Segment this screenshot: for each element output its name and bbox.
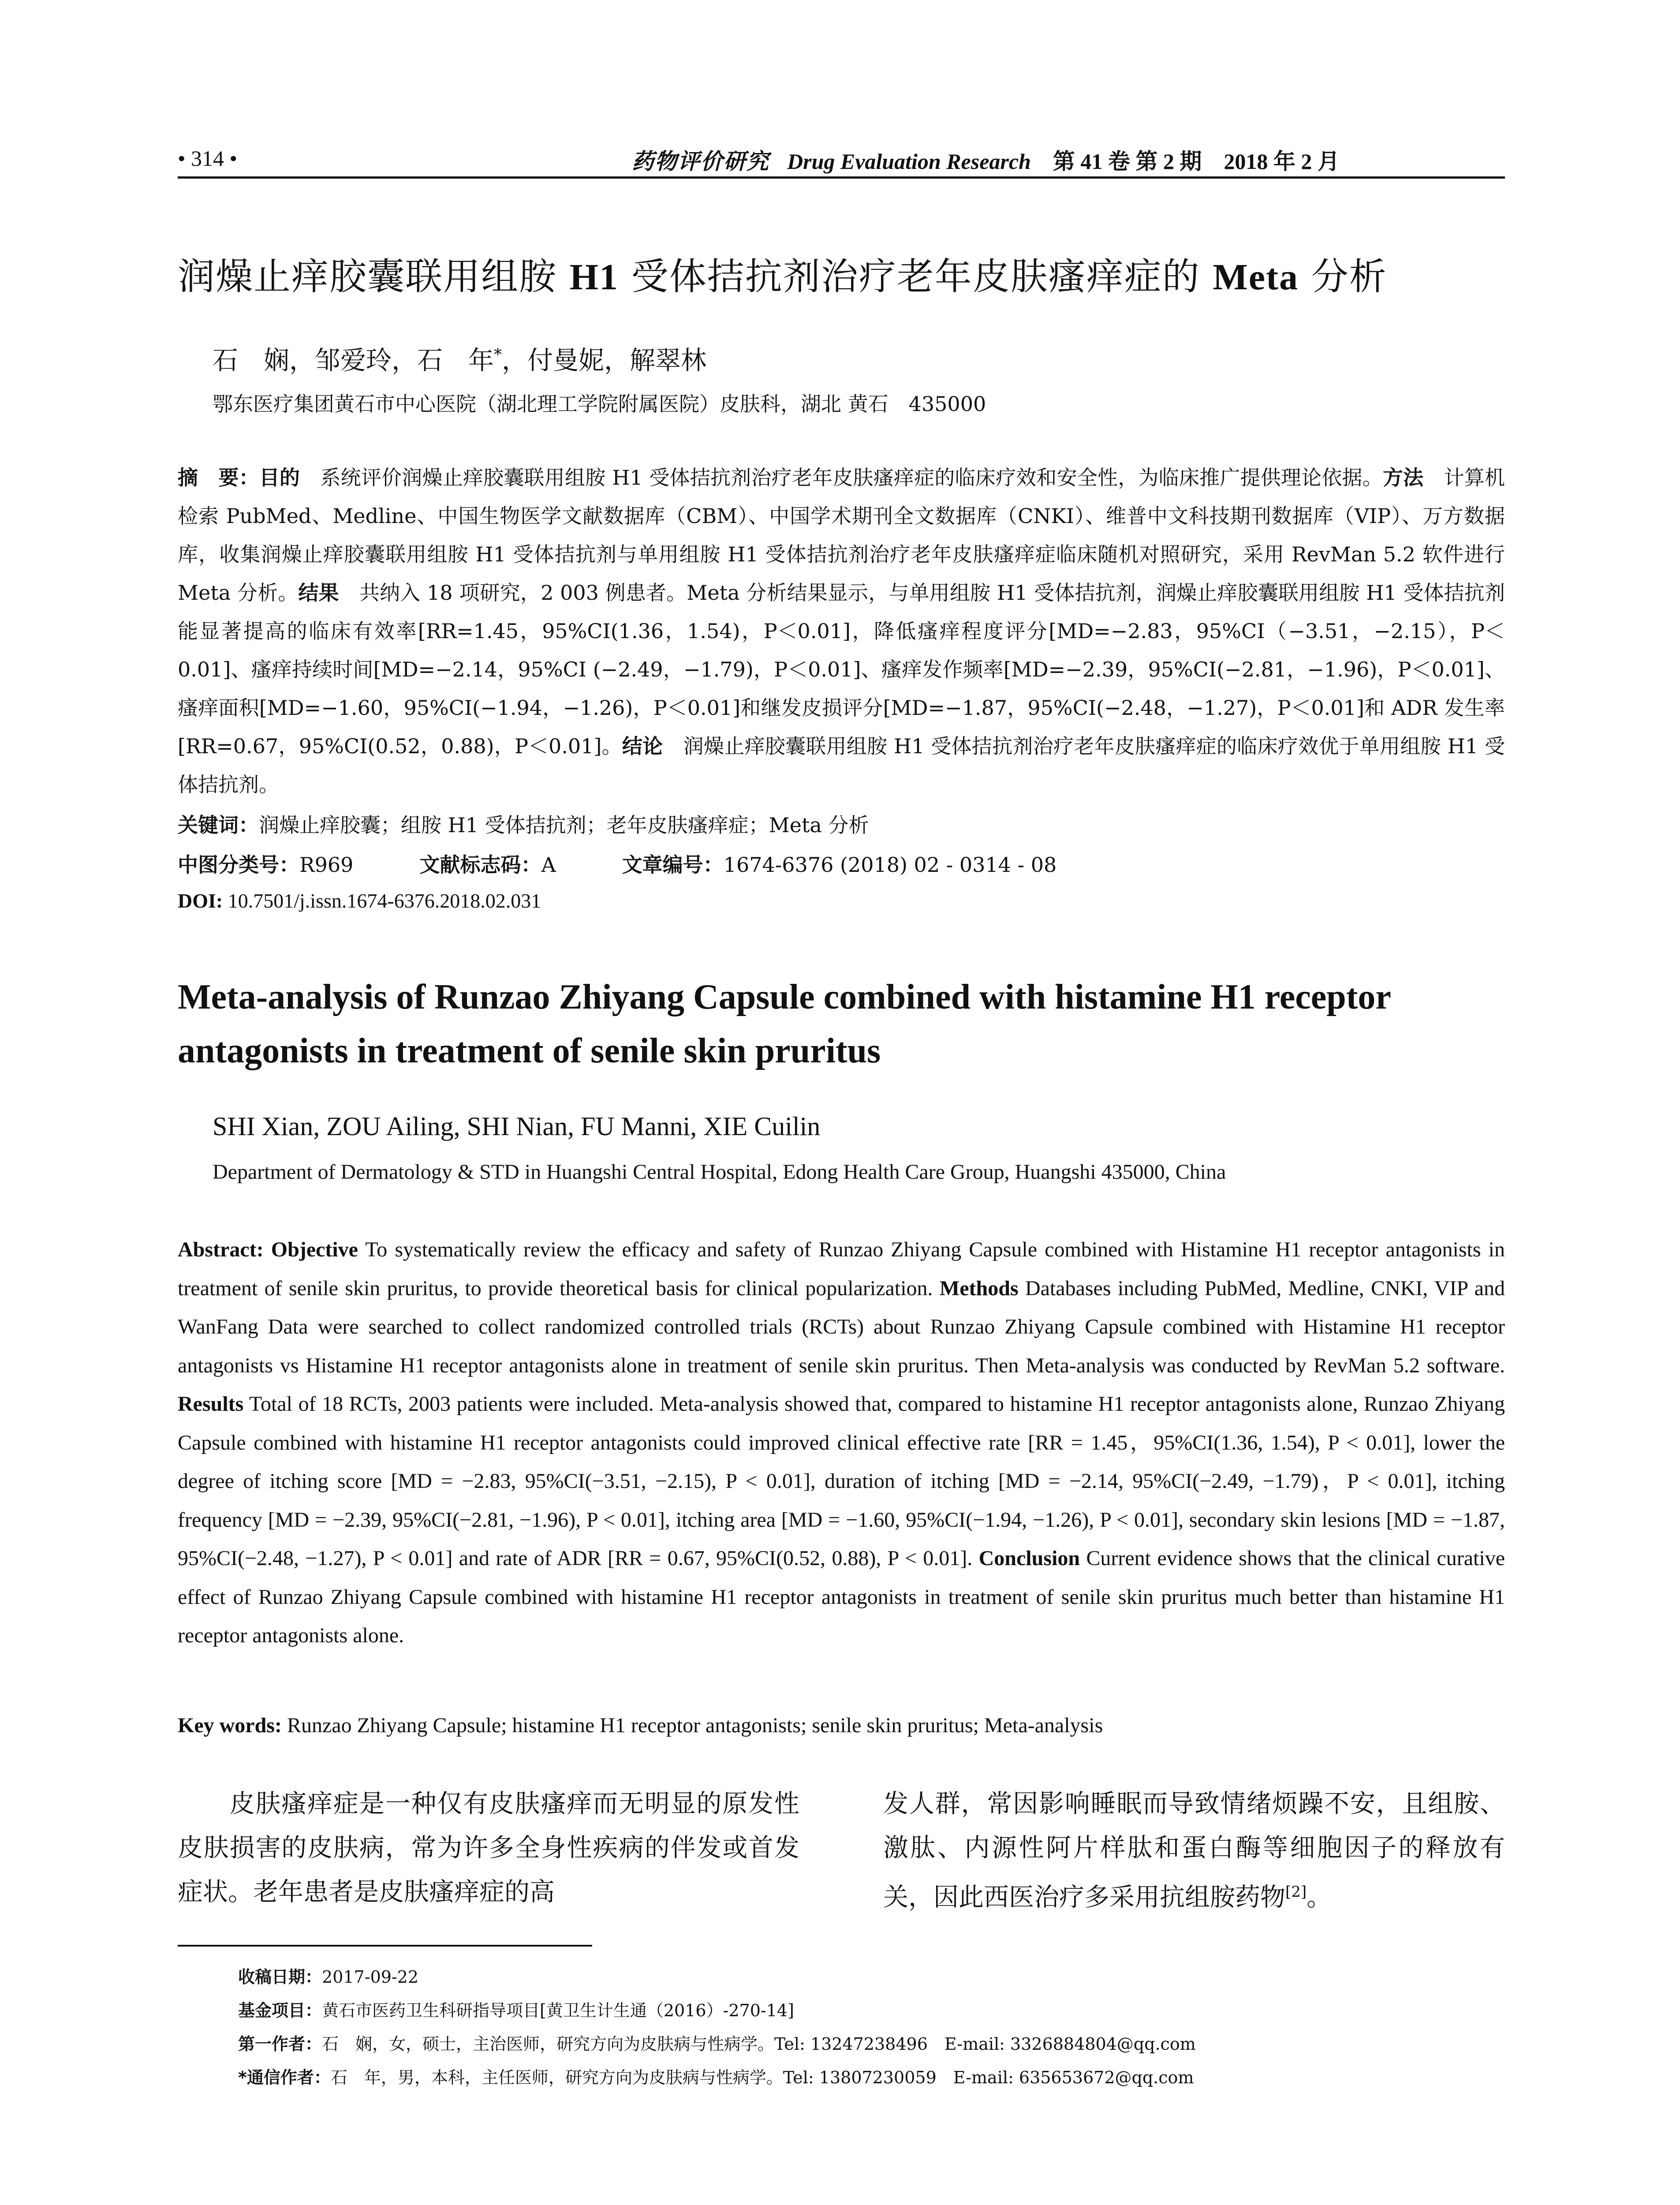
article-no-value: 1674-6376 (2018) 02 - 0314 - 08 (723, 853, 1057, 877)
body-right-column (883, 1782, 1505, 1919)
footnote-text: 2017-09-22 (322, 1967, 419, 1987)
objective-cn: 系统评价润燥止痒胶囊联用组胺 H1 受体拮抗剂治疗老年皮肤瘙痒症的临床疗效和安全性，为临床推广提供理论依据。 (300, 466, 1383, 490)
title-cn-meta: Meta (1213, 257, 1299, 298)
abstract-en-label: Abstract: (178, 1238, 264, 1261)
conclusion-cn: 润燥止痒胶囊联用组胺 H1 受体拮抗剂治疗老年皮肤瘙痒症的临床疗效优于单用组胺 H1 受体拮抗剂。 (178, 734, 1505, 796)
methods-cn-label: 方法 (1382, 466, 1424, 490)
doc-code-label: 文献标志码： (419, 853, 541, 877)
footnote-text: 石 娴，女，硕士，主治医师，研究方向为皮肤病与性病学。Tel: 13247238496 E-mail: 3326884804@qq.com (322, 2034, 1196, 2054)
objective-en-label: Objective (271, 1238, 358, 1261)
methods-cn: 计算机检索 PubMed、Medline、中国生物医学文献数据库（CBM）、中国学术期刊全文数据库（CNKI）、维普中文科技期刊数据库（VIP）、万方数据库，收集润燥止痒胶囊联用组胺 H1 受体拮抗剂与单用组胺 H1 受体拮抗剂治疗老年皮肤瘙痒症临床随机对照研究，采用 RevMan 5.2 软件进行 Meta 分析。 (178, 466, 1505, 605)
footnote-label: 第一作者： (238, 2034, 322, 2054)
conclusion-cn-label: 结论 (622, 734, 663, 758)
results-cn: 共纳入 18 项研究，2 003 例患者。Meta 分析结果显示，与单用组胺 H1 受体拮抗剂，润燥止痒胶囊联用组胺 H1 受体拮抗剂能显著提高的临床有效率[RR=1.45，95%CI(1.36，1.54)，P＜0.01]，降低瘙痒程度评分[MD=−2.83，95%CI（−3.51，−2.15），P＜0.01]、瘙痒持续时间[MD=−2.14，95%CI (−2.49，−1.79)，P＜0.01]、瘙痒发作频率[MD=−2.39，95%CI(−2.81，−1.96)，P＜0.01]、瘙痒面积[MD=−1.60，95%CI(−1.94，−1.26)，P＜0.01]和继发皮损评分[MD=−1.87，95%CI(−2.48，−1.27)，P＜0.01]和 ADR 发生率[RR=0.67，95%CI(0.52，0.88)，P＜0.01]。 (178, 581, 1505, 758)
abstract-cn-label: 摘 要： (178, 466, 259, 490)
journal-logo: 药物评价研究 (632, 148, 769, 174)
classification-line (178, 849, 1057, 878)
keywords-cn (178, 809, 869, 838)
keywords-cn-text: 润燥止痒胶囊；组胺 H1 受体拮抗剂；老年皮肤瘙痒症；Meta 分析 (259, 813, 869, 837)
footnote-fund (238, 1994, 1473, 2027)
doc-code-value: A (541, 853, 556, 877)
objective-en: To systematically review the efficacy and safety of Runzao Zhiyang Capsule combined with Histamine H1 receptor antagonists in treatment of senile skin pruritus, to provide theoretical basis for clinical popularization. (178, 1238, 1505, 1300)
footnotes (238, 1960, 1473, 2094)
clc-label: 中图分类号： (178, 853, 299, 877)
conclusion-en: Current evidence shows that the clinical curative effect of Runzao Zhiyang Capsule combined with histamine H1 receptor antagonists in treatment of senile skin pruritus much better than histamine H1 receptor antagonists alone. (178, 1547, 1505, 1647)
citation-ref: [2] (1285, 1883, 1307, 1901)
objective-cn-label: 目的 (259, 466, 300, 490)
results-cn-label: 结果 (298, 581, 339, 605)
keywords-cn-label: 关键词： (178, 813, 259, 837)
body-left-column: 皮肤瘙痒症是一种仅有皮肤瘙痒而无明显的原发性皮肤损害的皮肤病，常为许多全身性疾病的伴发或首发症状。老年患者是皮肤瘙痒症的高 (178, 1789, 799, 1906)
keywords-en-label: Key words: (178, 1714, 282, 1737)
footnote-text: 石 年，男，本科，主任医师，研究方向为皮肤病与性病学。Tel: 13807230059 E-mail: 635653672@qq.com (330, 2068, 1194, 2087)
footnote-text: 黄石市医药卫生科研指导项目[黄卫生计生通（2016）-270-14] (322, 2001, 794, 2020)
doi-label: DOI: (178, 889, 223, 912)
footnote-label: 收稿日期： (238, 1967, 322, 1987)
article-no-label: 文章编号： (622, 853, 724, 877)
footnote-label: *通信作者： (238, 2068, 331, 2087)
title-en: Meta-analysis of Runzao Zhiyang Capsule combined with histamine H1 receptor antagonists in treatment of senile skin pruritus (178, 978, 1391, 1070)
body-right-end: 。 (1307, 1883, 1332, 1912)
results-en: Total of 18 RCTs, 2003 patients were included. Meta-analysis showed that, compared to histamine H1 receptor antagonists alone, Runzao Zhiyang Capsule combined with histamine H1 receptor antagonists could improved clinical effective rate [RR = 1.45，95%CI(1.36, 1.54), P < 0.01], lower the degree of itching score [MD = −2.83, 95%CI(−3.51, −2.15), P < 0.01], duration of itching [MD = −2.14, 95%CI(−2.49, −1.79)，P < 0.01], itching frequency [MD = −2.39, 95%CI(−2.81, −1.96), P < 0.01], itching area [MD = −1.60, 95%CI(−1.94, −1.26), P < 0.01], secondary skin lesions [MD = −1.87, 95%CI(−2.48, −1.27), P < 0.01] and rate of ADR [RR = 0.67, 95%CI(0.52, 0.88), P < 0.01]. (178, 1392, 1505, 1570)
title-cn-h1: H1 (569, 257, 619, 298)
footnote-rule (178, 1945, 592, 1947)
footnote-first-author (238, 2027, 1473, 2061)
title-cn-part: 分析 (1299, 255, 1387, 298)
title-cn-part: 受体拮抗剂治疗老年皮肤瘙痒症的 (619, 255, 1213, 298)
authors-cn-text: 石 娴，邹爱玲，石 年 (213, 345, 494, 375)
header-rule (178, 176, 1505, 179)
issue-info: 第 41 卷 第 2 期 2018 年 2 月 (1053, 149, 1340, 174)
doi-line (178, 889, 541, 912)
body-right-text: 发人群，常因影响睡眠而导致情绪烦躁不安，且组胺、激肽、内源性阿片样肽和蛋白酶等细胞因子的释放有关，因此西医治疗多采用抗组胺药物 (883, 1789, 1505, 1912)
abstract-en (178, 1230, 1505, 1655)
authors-en: SHI Xian, ZOU Ailing, SHI Nian, FU Manni, XIE Cuilin (213, 1112, 821, 1141)
conclusion-en-label: Conclusion (978, 1547, 1080, 1570)
methods-en: Databases including PubMed, Medline, CNKI, VIP and WanFang Data were searched to collect randomized controlled trials (RCTs) about Runzao Zhiyang Capsule combined with Histamine H1 receptor antagonists vs Histamine H1 receptor antagonists alone in treatment of senile skin pruritus. Then Meta-analysis was conducted by RevMan 5.2 software. (178, 1276, 1505, 1377)
authors-cn-text: ，付曼妮，解翠林 (502, 345, 707, 375)
affiliation-cn: 鄂东医疗集团黄石市中心医院（湖北理工学院附属医院）皮肤科，湖北 黄石 435000 (213, 392, 986, 416)
abstract-cn (178, 459, 1505, 804)
results-en-label: Results (178, 1392, 244, 1416)
footnote-label: 基金项目： (238, 2001, 322, 2020)
keywords-en-text: Runzao Zhiyang Capsule; histamine H1 receptor antagonists; senile skin pruritus; Meta-analysis (281, 1714, 1103, 1737)
methods-en-label: Methods (939, 1276, 1019, 1300)
footnote-received (238, 1960, 1473, 1994)
title-cn-part: 润燥止痒胶囊联用组胺 (178, 255, 570, 298)
running-header (178, 140, 1505, 176)
title-cn (178, 247, 1387, 300)
footnote-corresponding (238, 2061, 1473, 2094)
doi-value: 10.7501/j.issn.1674-6376.2018.02.031 (223, 889, 541, 912)
journal-name-en: Drug Evaluation Research (787, 149, 1031, 174)
corresponding-mark: * (494, 346, 502, 364)
page-number: • 314 • (178, 146, 238, 171)
journal-header (632, 144, 1340, 176)
keywords-en (178, 1713, 1103, 1738)
affiliation-en: Department of Dermatology & STD in Huangshi Central Hospital, Edong Health Care Group, Huangshi 435000, China (213, 1160, 1226, 1184)
authors-cn (213, 340, 706, 377)
clc-value: R969 (299, 853, 354, 877)
